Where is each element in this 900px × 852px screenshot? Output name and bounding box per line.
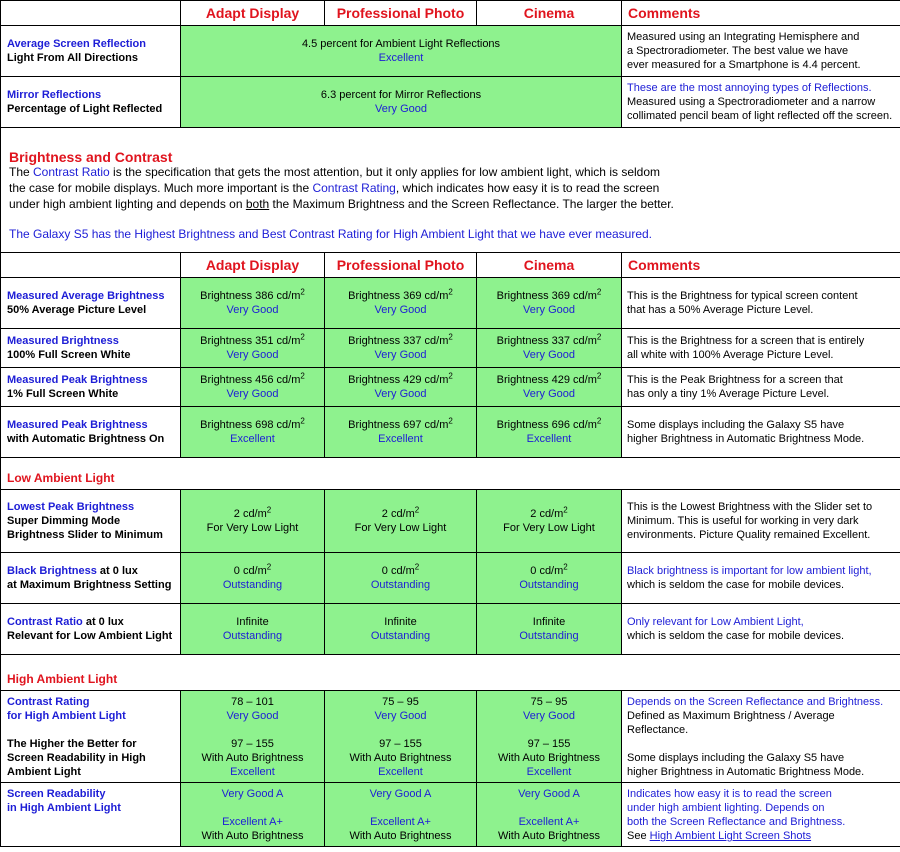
measurement-value: 0 $cd/m^2$ [381, 562, 420, 577]
comment-line: a Spectroradiometer. The best value we have [627, 45, 849, 57]
col-header-cinema: Cinema [477, 253, 622, 278]
table-row [1, 278, 900, 329]
measurement-note: For Very Low Light [354, 522, 447, 534]
comment-line: Only relevant for Low Ambient Light, [627, 616, 804, 628]
table-header-row [1, 253, 900, 278]
measurement-value: Brightness 429 $cd/m^2$ [348, 371, 453, 386]
rating: Excellent A+ [222, 816, 283, 828]
rating: Excellent [378, 52, 424, 64]
row-label-blue: Lowest Peak Brightness [7, 501, 135, 513]
rating: Excellent A+ [518, 816, 580, 828]
rating: Very Good [226, 388, 279, 400]
table-row [1, 783, 900, 847]
table-header-row [1, 1, 900, 26]
measurement-note: For Very Low Light [206, 522, 299, 534]
comment-line: This is the Peak Brightness for a screen that [627, 374, 843, 386]
rating: Excellent [230, 433, 275, 445]
row-label: The Higher the Better for Screen Readability in High Ambient Light [7, 738, 146, 778]
measurement-note: With Auto Brightness [497, 830, 601, 842]
comment-line: has only a tiny 1% Average Picture Level. [627, 388, 830, 400]
col-header-adapt-display: Adapt Display [181, 253, 325, 278]
row-label-blue: Measured Average Brightness [7, 290, 165, 302]
rating: Very Good [523, 388, 575, 400]
measurement-value: 97 – 155 [527, 738, 571, 750]
measurement-value: Brightness 369 $cd/m^2$ [496, 287, 602, 302]
row-label-blue: Average Screen Reflection [7, 38, 146, 50]
rating: Very Good [523, 349, 575, 361]
row-label-blue: Black Brightness at 0 lux [7, 565, 138, 577]
col-header-professional-photo: Professional Photo [325, 253, 477, 278]
measurement-value: Brightness 337 $cd/m^2$ [496, 332, 602, 347]
comment-line: Measured using an Integrating Hemisphere and [627, 31, 860, 43]
section-title: Low Ambient Light [7, 471, 115, 485]
row-label-blue: Screen Readability [7, 788, 106, 800]
rating: Outstanding [222, 630, 283, 642]
comment-line: that has a 50% Average Picture Level. [627, 304, 814, 316]
measurement-note: With Auto Brightness [349, 830, 452, 842]
rating: Very Good [374, 304, 427, 316]
measurement-value: 6.3 percent for Mirror Reflections [320, 89, 482, 101]
row-label: Relevant for Low Ambient Light [7, 630, 173, 642]
rating: Outstanding [519, 579, 579, 591]
row-label-blue: for High Ambient Light [7, 710, 126, 722]
comment-line: These are the most annoying types of Reflections. [627, 82, 872, 94]
rating: Excellent [378, 433, 423, 445]
row-label: Super Dimming Mode Brightness Slider to Minimum [7, 515, 163, 541]
row-label: Percentage of Light Reflected [7, 103, 163, 115]
comment-line: Measured using a Spectroradiometer and a narrow [627, 96, 876, 108]
measurement-value: 97 – 155 [231, 738, 274, 750]
measurement-value: Infinite [236, 616, 269, 628]
rating: Outstanding [370, 630, 431, 642]
measurement-value: Brightness 696 $cd/m^2$ [496, 416, 602, 431]
row-label-blue: Measured Peak Brightness [7, 419, 148, 431]
measurement-value: 78 – 101 [231, 696, 274, 708]
rating: Very Good A [369, 788, 432, 800]
rating: Very Good [374, 710, 427, 722]
row-label: with Automatic Brightness On [7, 433, 165, 445]
rating: Very Good [375, 103, 427, 115]
comment-line: higher Brightness in Automatic Brightness Mode. [627, 766, 865, 778]
comment-line: Reflectance. [627, 724, 689, 736]
comment-line: Depends on the Screen Reflectance and Brightness. [627, 696, 884, 708]
row-label: at Maximum Brightness Setting [7, 579, 172, 591]
comment-line: See High Ambient Light Screen Shots [627, 830, 812, 842]
rating: Very Good A [221, 788, 284, 800]
rating: Excellent A+ [370, 816, 431, 828]
rating: Excellent [378, 766, 423, 778]
comment-line: Black brightness is important for low ambient light, [627, 565, 872, 577]
rating: Outstanding [222, 579, 283, 591]
row-label: 50% Average Picture Level [7, 304, 147, 316]
measurement-value: Brightness 351 $cd/m^2$ [200, 332, 305, 347]
contrast-rating-term: Contrast Rating [312, 181, 396, 195]
table-row [1, 329, 900, 368]
table-row [1, 26, 900, 77]
row-label-blue: Measured Brightness [7, 335, 119, 347]
col-header-professional-photo: Professional Photo [325, 1, 477, 26]
measurement-value: 75 – 95 [530, 696, 568, 708]
section-title: Brightness and Contrast [9, 149, 173, 165]
measurement-value: Brightness 456 $cd/m^2$ [200, 371, 305, 386]
comment-line: under high ambient lighting. Depends on [627, 802, 825, 814]
comment-line: higher Brightness in Automatic Brightness Mode. [627, 433, 865, 445]
measurement-value: Infinite [384, 616, 417, 628]
measurement-value: 2 $cd/m^2$ [530, 505, 568, 520]
section-intro-row [1, 128, 900, 253]
col-header-comments: Comments [622, 253, 900, 278]
measurement-value: Brightness 386 $cd/m^2$ [200, 287, 305, 302]
comment-line: collimated pencil beam of light reflected off the screen. [627, 110, 893, 122]
row-label: Light From All Directions [7, 52, 138, 64]
rating: Outstanding [519, 630, 579, 642]
table-row [1, 368, 900, 407]
table-row [1, 553, 900, 604]
table-row [1, 407, 900, 458]
row-label-blue: Contrast Ratio at 0 lux [7, 616, 124, 628]
col-header-adapt-display: Adapt Display [181, 1, 325, 26]
rating: Very Good [226, 349, 279, 361]
table-row [1, 77, 900, 128]
comment-line: Some displays including the Galaxy S5 have [627, 419, 845, 431]
table-row [1, 604, 900, 655]
table-row [1, 691, 900, 783]
comment-line: environments. Picture Quality remained Excellent. [627, 529, 871, 541]
measurement-note: With Auto Brightness [201, 830, 304, 842]
rating: Excellent [230, 766, 275, 778]
measurement-value: Brightness 698 $cd/m^2$ [200, 416, 305, 431]
measurement-value: 75 – 95 [382, 696, 419, 708]
measurement-value: Brightness 337 $cd/m^2$ [348, 332, 453, 347]
comment-line: all white with 100% Average Picture Level. [627, 349, 834, 361]
measurement-note: With Auto Brightness [497, 752, 601, 764]
rating: Very Good [226, 710, 279, 722]
measurement-value: 4.5 percent for Ambient Light Reflections [301, 38, 501, 50]
comment-line: Defined as Maximum Brightness / Average [627, 710, 835, 722]
comment-line: which is seldom the case for mobile devices. [627, 630, 845, 642]
section-paragraph: The Contrast Ratio is the specification that gets the most attention, but it only applies for low ambient light, which is seldom the case for mobile displays. Much more important is the Contrast Rating, which indicates how easy it is to read the screen under high ambient lighting and depends on both the Maximum Brightness and the Screen Reflectance. The larger the better. [9, 165, 674, 211]
comment-line: which is seldom the case for mobile devices. [627, 579, 845, 591]
row-label-blue: Contrast Rating [7, 696, 90, 708]
row-label: 1% Full Screen White [7, 388, 119, 400]
rating: Very Good [374, 349, 427, 361]
measurement-value: 0 $cd/m^2$ [530, 562, 568, 577]
section-row [1, 458, 900, 490]
rating: Excellent [526, 433, 572, 445]
col-header-cinema: Cinema [477, 1, 622, 26]
measurement-value: 2 $cd/m^2$ [233, 505, 272, 520]
measurement-note: For Very Low Light [503, 522, 595, 534]
contrast-ratio-term: Contrast Ratio [33, 165, 110, 179]
col-header-comments: Comments [622, 1, 900, 26]
row-label-blue: Measured Peak Brightness [7, 374, 148, 386]
comment-line: This is the Brightness for a screen that is entirely [627, 335, 865, 347]
measurement-value: Infinite [532, 616, 566, 628]
rating: Very Good A [518, 788, 580, 800]
row-label-blue: in High Ambient Light [7, 802, 121, 814]
measurement-value: Brightness 429 $cd/m^2$ [496, 371, 602, 386]
table-row [1, 490, 900, 553]
screen-shots-link[interactable]: High Ambient Light Screen Shots [649, 830, 812, 842]
rating: Very Good [374, 388, 427, 400]
comment-line: Indicates how easy it is to read the screen [627, 788, 832, 800]
rating: Very Good [523, 304, 575, 316]
rating: Outstanding [370, 579, 431, 591]
comment-line: ever measured for a Smartphone is 4.4 percent. [627, 59, 861, 71]
measurement-value: Brightness 369 $cd/m^2$ [348, 287, 453, 302]
row-label: 100% Full Screen White [7, 349, 131, 361]
measurement-note: With Auto Brightness [349, 752, 452, 764]
measurement-value: 0 $cd/m^2$ [233, 562, 272, 577]
measurement-value: 2 $cd/m^2$ [381, 505, 420, 520]
measurement-note: With Auto Brightness [201, 752, 304, 764]
row-label-blue: Mirror Reflections [7, 89, 102, 101]
comment-line: This is the Brightness for typical screen content [627, 290, 858, 302]
highlight-statement: The Galaxy S5 has the Highest Brightness and Best Contrast Rating for High Ambient Light that we have ever measured. [9, 227, 653, 241]
comment-line: both the Screen Reflectance and Brightness. [627, 816, 846, 828]
section-row [1, 655, 900, 691]
rating: Very Good [523, 710, 575, 722]
section-title: High Ambient Light [7, 672, 118, 686]
comment-line: This is the Lowest Brightness with the Slider set to [627, 501, 873, 513]
measurement-value: 97 – 155 [379, 738, 422, 750]
comment-line: Some displays including the Galaxy S5 have [627, 752, 845, 764]
measurement-value: Brightness 697 $cd/m^2$ [348, 416, 453, 431]
rating: Excellent [526, 766, 572, 778]
rating: Very Good [226, 304, 279, 316]
comment-line: Minimum. This is useful for working in very dark [627, 515, 859, 527]
